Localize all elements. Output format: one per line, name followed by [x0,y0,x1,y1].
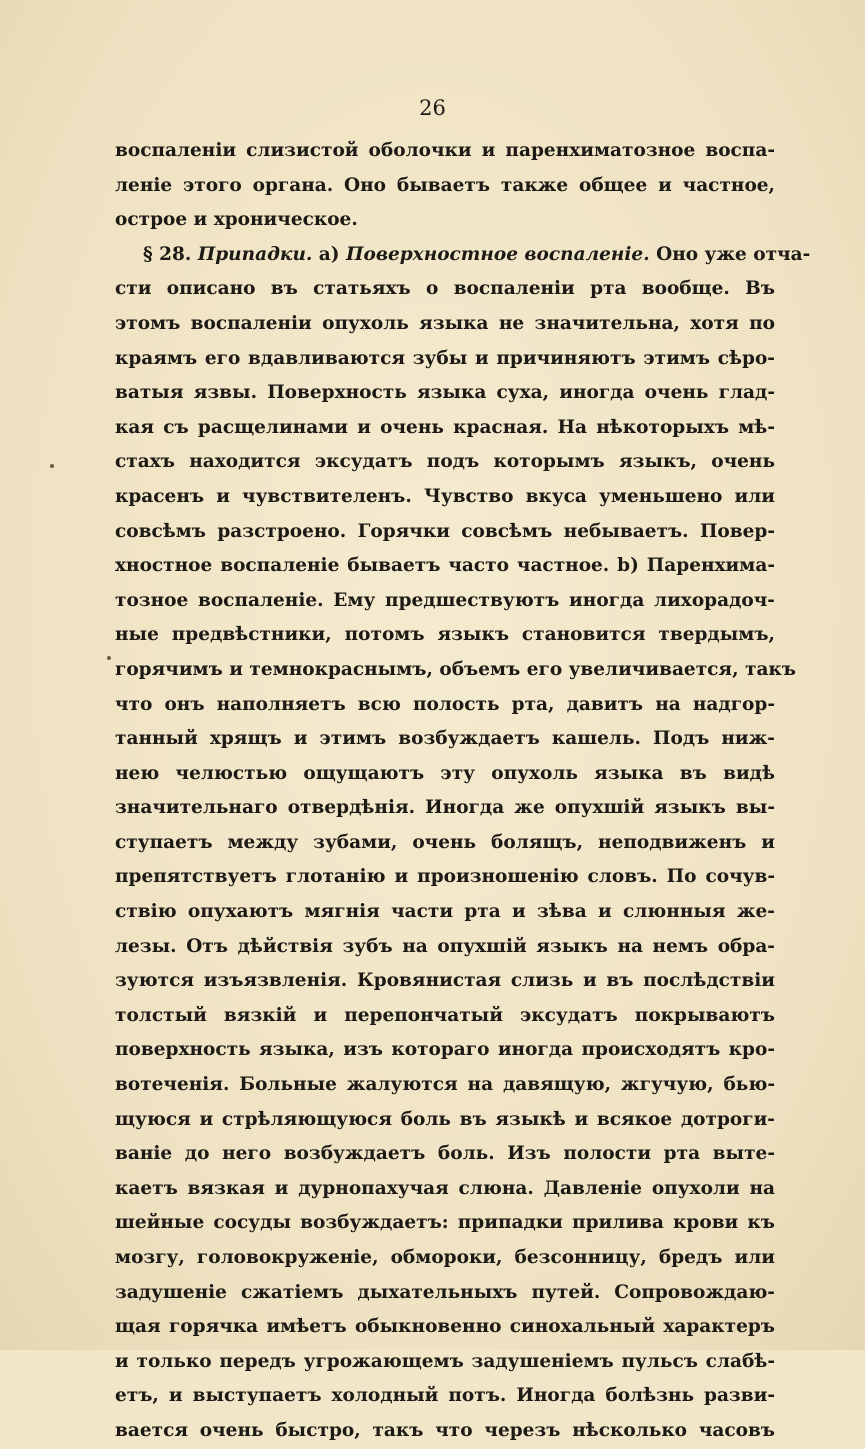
text-line: воспаленіи слизистой оболочки и паренхиматозное воспа- [115,140,775,161]
subsection-marker: a) [318,243,340,265]
text-line: шейные сосуды возбуждаетъ: припадки прилива крови къ [115,1212,775,1234]
paragraph-1 [115,134,775,238]
text-line: щая горячка имѣетъ обыкновенно синохальный характеръ [115,1316,775,1338]
text-line: сти описано въ статьяхъ о воспаленіи рта вообще. Въ [115,278,775,300]
text-line: леніе этого органа. Оно бываетъ также общее и частное, [115,174,775,196]
text-line: красенъ и чувствителенъ. Чувство вкуса уменьшено или [115,485,775,507]
text-line: ствію опухаютъ мягнія части рта и зѣва и слюнныя же- [115,901,775,923]
section-heading-line [115,238,811,273]
text-line: острое и хроническое. [115,209,358,231]
text-line: стахъ находится эксудатъ подъ которымъ языкъ, очень [115,451,775,473]
text-line: краямъ его вдавливаются зубы и причиняютъ этимъ сѣро- [115,347,775,369]
text-line: щуюся и стрѣляющуюся боль въ языкѣ и всякое дотроги- [115,1108,775,1130]
text-line: что онъ наполняетъ всю полость рта, давитъ на надгор- [115,693,775,715]
text-line: зуются изъязвленія. Кровянистая слизь и въ послѣдствіи [115,970,775,992]
text-line: хностное воспаленіе бываетъ часто частное. b) Паренхима- [115,555,775,577]
text-line: препятствуетъ глотанію и произношенію словъ. По сочув- [115,866,775,888]
text-line: тозное воспаленіе. Ему предшествуютъ иногда лихорадоч- [115,589,775,611]
text-line: етъ, и выступаетъ холодный потъ. Иногда болѣзнь разви- [115,1385,775,1407]
text-line: ваніе до него возбуждаетъ боль. Изъ полости рта выте- [115,1143,775,1165]
body-text [115,134,811,1449]
text-line: значительнаго отвердѣнія. Иногда же опухшій языкъ вы- [115,797,775,819]
text-line: ступаетъ между зубами, очень болящъ, неподвиженъ и [115,831,775,853]
text-line: этомъ воспаленіи опухоль языка не значительна, хотя по [115,312,775,334]
section-heading: Припадки. [197,243,313,265]
paragraph-2 [115,238,811,1449]
text-line: кая съ расщелинами и очень красная. На нѣкоторыхъ мѣ- [115,416,775,438]
text-line: лезы. Отъ дѣйствія зубъ на опухшій языкъ на немъ обра- [115,935,775,957]
section-number: § 28. [143,243,192,265]
paper-speck [107,656,111,660]
text-line: задушеніе сжатіемъ дыхательныхъ путей. Сопровождаю- [115,1281,775,1303]
text-line: ные предвѣстники, потомъ языкъ становится твердымъ, [115,624,775,646]
text-line: танный хрящъ и этимъ возбуждаетъ кашель. Подъ ниж- [115,728,775,750]
text-line: нею челюстью ощущаютъ эту опухоль языка въ видѣ [115,762,775,784]
text-line-continuation: Оно уже отча- [656,243,811,265]
text-line: каетъ вязкая и дурнопахучая слюна. Давленіе опухоли на [115,1177,775,1199]
text-line: совсѣмъ разстроено. Горячки совсѣмъ небываетъ. Повер- [115,520,775,542]
page-number: 26 [419,96,446,120]
text-line: мозгу, головокруженіе, обмороки, безсонницу, бредъ или [115,1247,775,1268]
text-line: и только передъ угрожающемъ задушеніемъ пульсъ слабѣ- [115,1350,775,1372]
text-line: толстый вязкій и перепончатый эксудатъ покрываютъ [115,1004,775,1026]
subsection-heading: Поверхностное воспаленіе. [346,243,650,265]
text-line: поверхность языка, изъ котораго иногда происходятъ кро- [115,1039,775,1061]
text-line: горячимъ и темнокраснымъ, объемъ его увеличивается, такъ [115,658,796,680]
text-line: вотеченія. Больные жалуются на давящую, жгучую, бью- [115,1074,775,1096]
paper-speck [50,464,54,468]
text-line: вается очень быстро, такъ что черезъ нѣсколько часовъ [115,1419,775,1441]
text-line: ватыя язвы. Поверхность языка суха, иногда очень глад- [115,382,775,404]
